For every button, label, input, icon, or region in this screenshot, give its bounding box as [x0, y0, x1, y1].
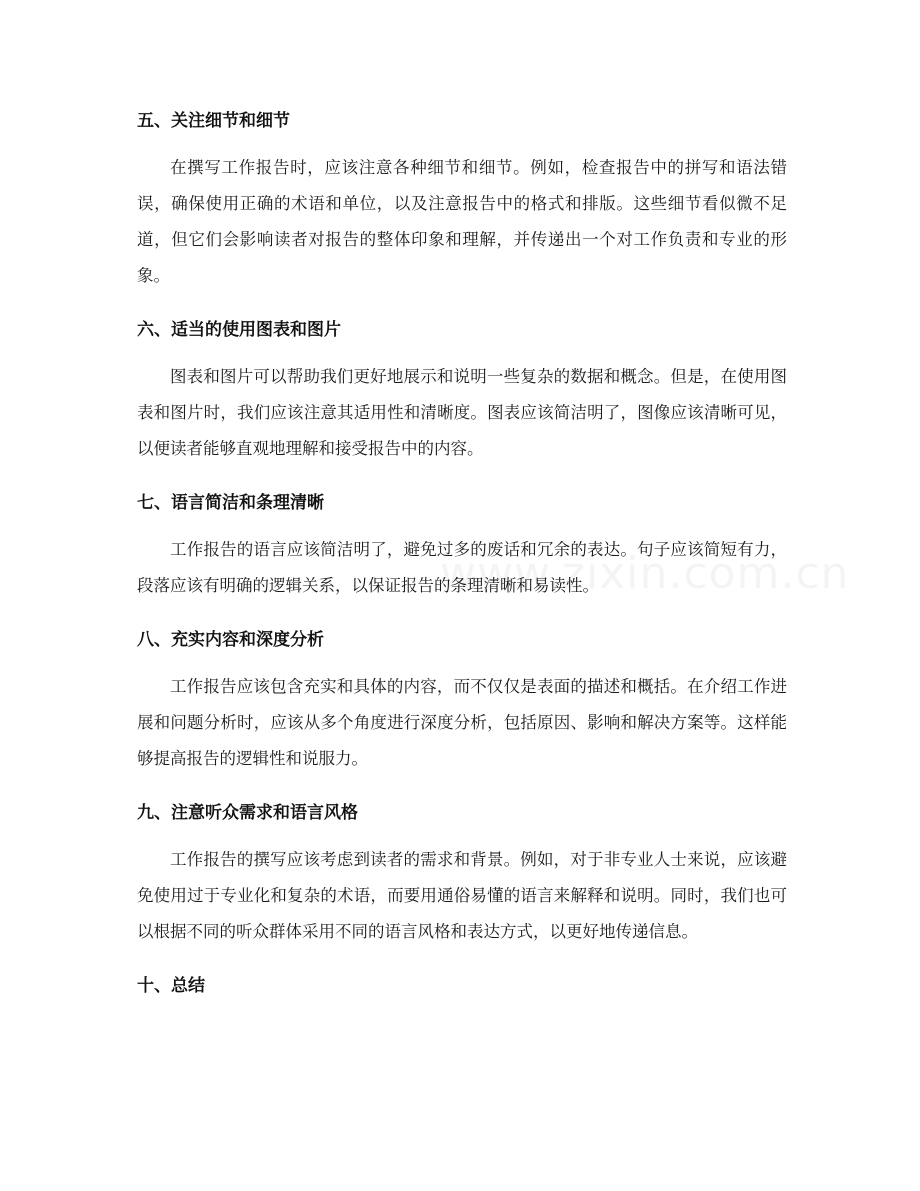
section-heading: 七、语言简洁和条理清晰 — [137, 493, 324, 513]
section-heading: 十、总结 — [137, 976, 205, 996]
section-paragraph: 工作报告的撰写应该考虑到读者的需求和背景。例如，对于非专业人士来说，应该避免使用过于专业化和复杂的术语，而要用通俗易懂的语言来解释和说明。同时，我们也可以根据不同的听众群体采用不同的语言风格和表达方式，以更好地传递信息。 — [137, 850, 787, 941]
section-paragraph: 工作报告的语言应该简洁明了，避免过多的废话和冗余的表达。句子应该简短有力，段落应该有明确的逻辑关系，以保证报告的条理清晰和易读性。 — [137, 540, 787, 595]
section-paragraph: 工作报告应该包含充实和具体的内容，而不仅仅是表面的描述和概括。在介绍工作进展和问题分析时，应该从多个角度进行深度分析，包括原因、影响和解决方案等。这样能够提高报告的逻辑性和说服力。 — [137, 677, 787, 768]
section-paragraph: 在撰写工作报告时，应该注意各种细节和细节。例如，检查报告中的拼写和语法错误，确保使用正确的术语和单位，以及注意报告中的格式和排版。这些细节看似微不足道，但它们会影响读者对报告的整体印象和理解，并传递出一个对工作负责和专业的形象。 — [137, 158, 787, 285]
section-9 — [137, 796, 787, 950]
document-content — [137, 104, 787, 1003]
section-6 — [137, 313, 787, 467]
section-heading: 九、注意听众需求和语言风格 — [137, 803, 358, 823]
section-paragraph: 图表和图片可以帮助我们更好地展示和说明一些复杂的数据和概念。但是，在使用图表和图片时，我们应该注意其适用性和清晰度。图表应该简洁明了，图像应该清晰可见，以便读者能够直观地理解和接受报告中的内容。 — [137, 367, 787, 458]
section-heading: 五、关注细节和细节 — [137, 111, 290, 131]
section-8 — [137, 623, 787, 777]
section-heading: 八、充实内容和深度分析 — [137, 630, 324, 650]
section-5 — [137, 104, 787, 294]
section-heading: 六、适当的使用图表和图片 — [137, 320, 341, 340]
section-7 — [137, 486, 787, 604]
section-10 — [137, 969, 787, 1003]
